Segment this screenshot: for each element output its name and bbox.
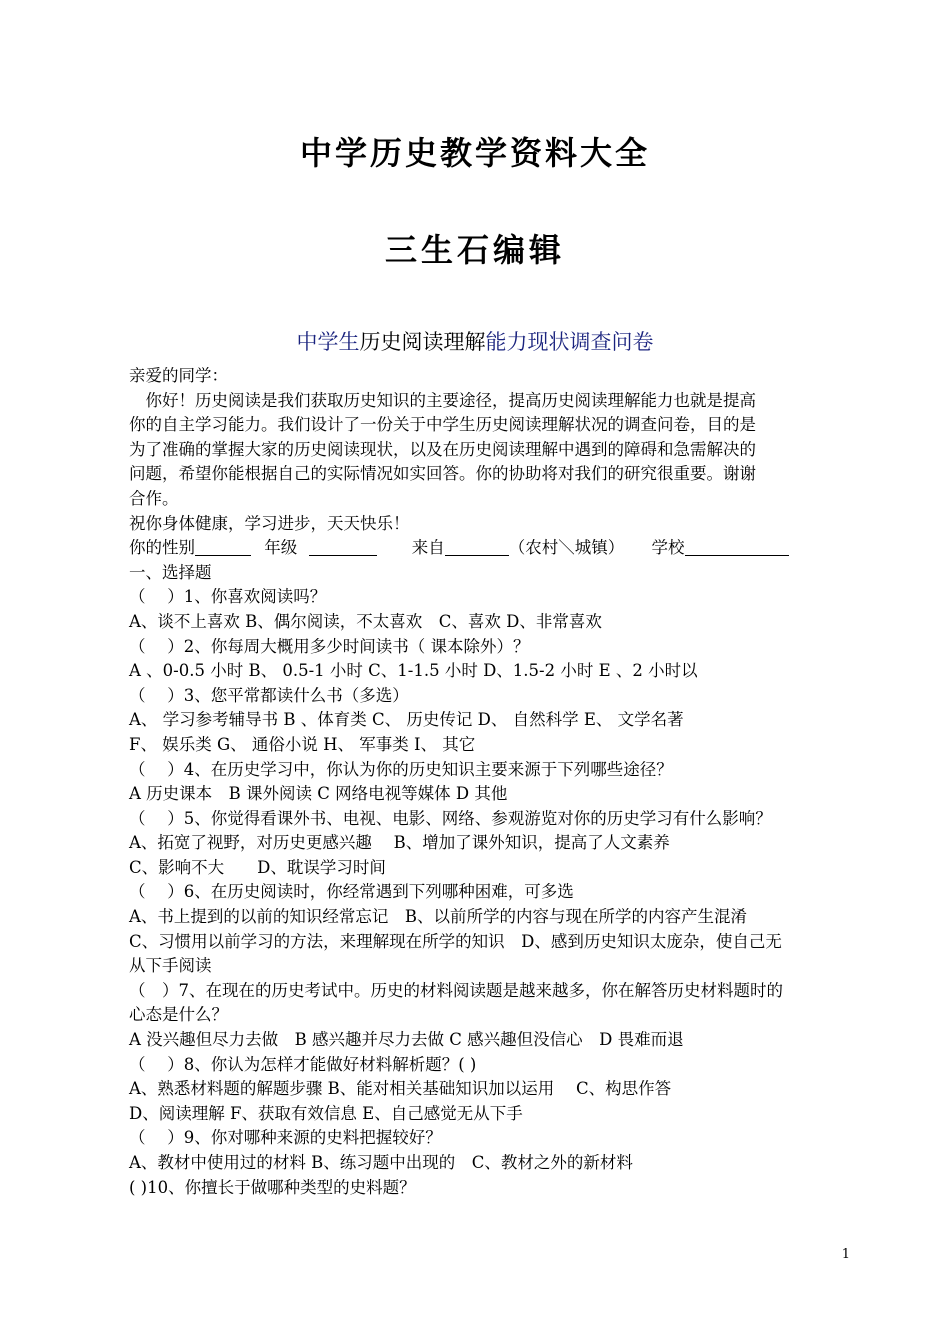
wish-line: 祝你身体健康，学习进步，天天快乐！	[129, 513, 410, 533]
question-5-options: C、影响不大 D、耽误学习时间	[129, 857, 386, 877]
page-number: 1	[841, 1247, 850, 1262]
school-label: 学校	[651, 538, 685, 558]
gender-label: 你的性别	[129, 538, 195, 558]
question-6: （ ）6、在历史阅读时，你经常遇到下列哪种困难，可多选	[129, 882, 574, 902]
question-6-options: 从下手阅读	[129, 956, 212, 976]
question-9-options: A、教材中使用过的材料 B、练习题中出现的 C、教材之外的新材料	[129, 1153, 633, 1172]
intro-line: 合作。	[129, 488, 179, 508]
grade-label: 年级	[264, 538, 298, 558]
survey-title	[0, 326, 950, 356]
grade-field[interactable]	[309, 537, 377, 556]
question-3: （ ）3、您平常都读什么书（多选）	[129, 685, 409, 705]
survey-title-part2: 历史阅读理解	[359, 330, 486, 354]
question-5-options: A、拓宽了视野，对历史更感兴趣 B、增加了课外知识，提高了人文素养	[129, 833, 670, 853]
question-4-options: A 历史课本 B 课外阅读 C 网络电视等媒体 D 其他	[129, 784, 508, 804]
gender-field[interactable]	[195, 537, 251, 556]
question-7-cont: 心态是什么？	[129, 1005, 228, 1025]
question-3-options: A、 学习参考辅导书 B 、体育类 C、 历史传记 D、 自然科学 E、 文学名著	[129, 710, 684, 730]
section-title: 一、选择题	[129, 562, 212, 582]
question-1: （ ）1、你喜欢阅读吗？	[129, 587, 327, 607]
from-label: 来自	[411, 538, 445, 558]
question-1-options: A、谈不上喜欢 B、偶尔阅读，不太喜欢 C、喜欢 D、非常喜欢	[129, 611, 602, 631]
greeting: 亲爱的同学：	[129, 366, 228, 385]
question-10: ( )10、你擅长于做哪种类型的史料题？	[129, 1177, 416, 1197]
survey-body	[129, 364, 851, 1200]
survey-title-part3: 能力现状调查问卷	[485, 330, 654, 354]
question-2-options: A 、0-0.5 小时 B、 0.5-1 小时 C、1-1.5 小时 D、1.5-2 小时 E 、2 小时以	[129, 661, 698, 681]
question-6-options: C、习惯用以前学习的方法，来理解现在所学的知识 D、感到历史知识太庞杂，使自己无	[129, 931, 782, 951]
question-7: （ ）7、在现在的历史考试中。历史的材料阅读题是越来越多，你在解答历史材料题时的	[129, 980, 783, 1000]
intro-line: 为了准确的掌握大家的历史阅读现状，以及在历史阅读理解中遇到的障碍和急需解决的	[129, 439, 756, 459]
from-note: （农村＼城镇）	[508, 538, 625, 558]
intro-line: 问题，希望你能根据自己的实际情况如实回答。你的协助将对我们的研究很重要。谢谢	[129, 464, 756, 484]
question-8: （ ）8、你认为怎样才能做好材料解析题？( )	[129, 1054, 477, 1074]
intro-line: 你的自主学习能力。我们设计了一份关于中学生历史阅读理解状况的调查问卷，目的是	[129, 415, 756, 435]
question-5: （ ）5、你觉得看课外书、电视、电影、网络、参观游览对你的历史学习有什么影响？	[129, 808, 772, 828]
editor-title: 三生石编辑	[384, 231, 565, 269]
question-4: （ ）4、在历史学习中，你认为你的历史知识主要来源于下列哪些途径？	[129, 759, 673, 779]
question-3-options: F、 娱乐类 G、 通俗小说 H、 军事类 I、 其它	[129, 734, 476, 754]
from-field[interactable]	[445, 537, 509, 556]
info-form	[129, 536, 851, 561]
school-field[interactable]	[685, 537, 789, 556]
question-9: （ ）9、你对哪种来源的史料把握较好？	[129, 1128, 442, 1148]
question-8-options: A、熟悉材料题的解题步骤 B、能对相关基础知识加以运用 C、构思作答	[129, 1079, 672, 1099]
document-title: 中学历史教学资料大全	[299, 134, 650, 172]
question-7-options: A 没兴趣但尽力去做 B 感兴趣并尽力去做 C 感兴趣但没信心 D 畏难而退	[129, 1030, 684, 1050]
question-6-options: A、书上提到的以前的知识经常忘记 B、以前所学的内容与现在所学的内容产生混淆	[129, 907, 748, 927]
survey-title-part1: 中学生	[296, 330, 360, 354]
question-2: （ ）2、你每周大概用多少时间读书（ 课本除外）？	[129, 636, 530, 656]
question-8-options: D、阅读理解 F、获取有效信息 E、自己感觉无从下手	[129, 1103, 523, 1123]
intro-line: 你好！历史阅读是我们获取历史知识的主要途径，提高历史阅读理解能力也就是提高	[129, 390, 756, 410]
